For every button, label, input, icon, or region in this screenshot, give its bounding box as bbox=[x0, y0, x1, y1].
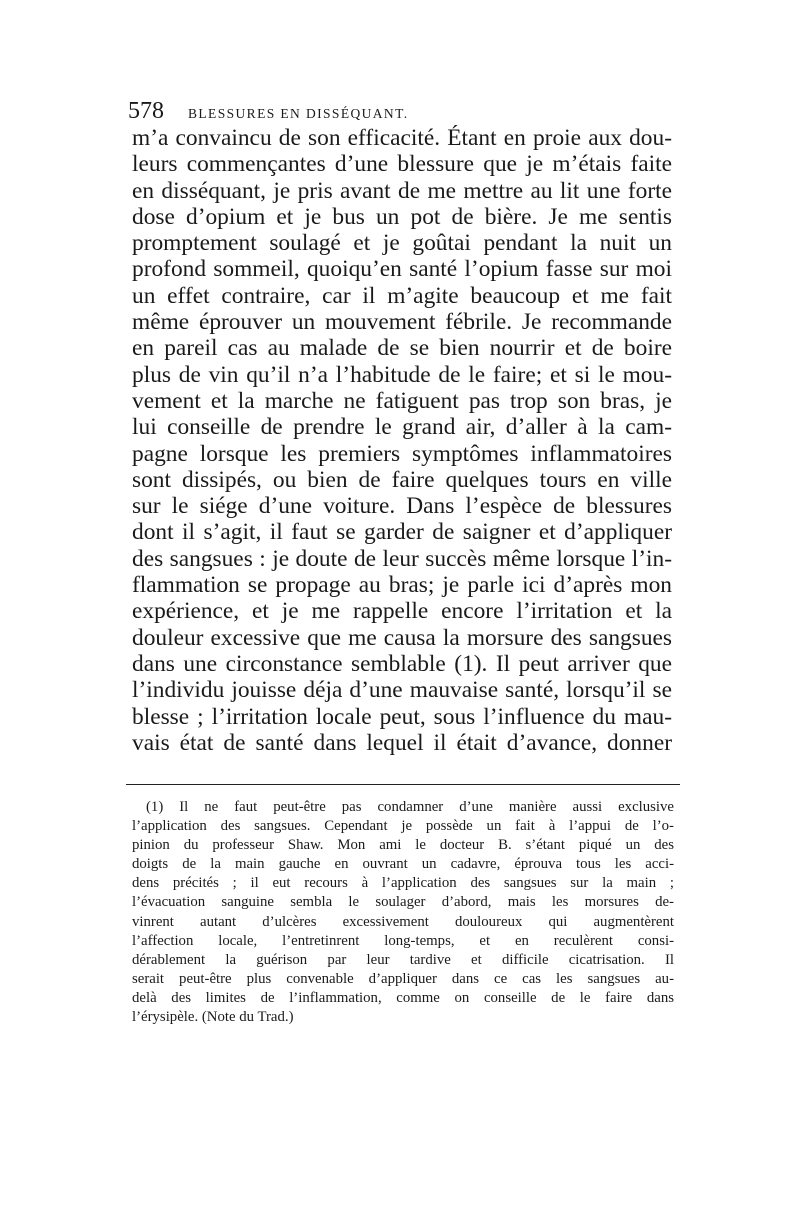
footnote-line: serait peut-être plus convenable d’appliquer dans ce cas les sangsues au- bbox=[132, 970, 674, 987]
text-line: dans une circonstance semblable (1). Il peut arriver que bbox=[132, 650, 672, 677]
footnote-divider bbox=[126, 784, 680, 785]
running-title: BLESSURES EN DISSÉQUANT. bbox=[188, 106, 409, 121]
footnote-line: l’application des sangsues. Cependant je possède un fait à l’appui de l’o- bbox=[132, 818, 674, 835]
footnote-line: l’affection locale, l’entretinrent long-temps, et en reculèrent consi- bbox=[132, 932, 674, 949]
text-line: flammation se propage au bras; je parle ici d’après mon bbox=[132, 572, 672, 599]
text-line: lui conseille de prendre le grand air, d’aller à la cam- bbox=[132, 414, 672, 441]
footnote-line: dens précités ; il eut recours à l’application des sangsues sur la main ; bbox=[132, 875, 674, 892]
text-line: expérience, et je me rappelle encore l’irritation et la bbox=[132, 598, 672, 625]
footnote-line: pinion du professeur Shaw. Mon ami le docteur B. s’étant piqué un des bbox=[132, 837, 674, 854]
text-line: des sangsues : je doute de leur succès même lorsque l’in- bbox=[132, 545, 672, 572]
text-line: plus de vin qu’il n’a l’habitude de le faire; et si le mou- bbox=[132, 361, 672, 388]
text-line: un effet contraire, car il m’agite beaucoup et me fait bbox=[132, 282, 672, 309]
footnote-line: l’érysipèle. (Note du Trad.) bbox=[132, 1009, 294, 1026]
text-line: sur le siége d’une voiture. Dans l’espèce de blessures bbox=[132, 493, 672, 520]
footnote-line: l’évacuation sanguine sembla le soulager d’abord, mais les morsures de- bbox=[132, 894, 674, 911]
text-line: leurs commençantes d’une blessure que je m’étais faite bbox=[132, 151, 672, 178]
text-line: m’a convaincu de son efficacité. Étant en proie aux dou- bbox=[132, 125, 672, 151]
text-line: blesse ; l’irritation locale peut, sous l’influence du mau- bbox=[132, 703, 672, 730]
text-line: l’individu jouisse déja d’une mauvaise santé, lorsqu’il se bbox=[132, 677, 672, 704]
text-line: dont il s’agit, il faut se garder de saigner et d’appliquer bbox=[132, 519, 672, 546]
footnote bbox=[132, 798, 674, 1027]
text-line: profond sommeil, quoiqu’en santé l’opium fasse sur moi bbox=[132, 256, 672, 283]
text-line: dose d’opium et je bus un pot de bière. Je me sentis bbox=[132, 203, 672, 230]
text-line: vement et la marche ne fatiguent pas trop son bras, je bbox=[132, 387, 672, 414]
footnote-line: dérablement la guérison par leur tardive et difficile cicatrisation. Il bbox=[132, 951, 674, 968]
text-line: douleur excessive que me causa la morsure des sangsues bbox=[132, 624, 672, 651]
text-line: en pareil cas au malade de se bien nourrir et de boire bbox=[132, 335, 672, 362]
footnote-line: vinrent autant d’ulcères excessivement douloureux qui augmentèrent bbox=[132, 913, 674, 930]
footnote-line: (1) Il ne faut peut-être pas condamner d’une manière aussi exclusive bbox=[146, 799, 674, 815]
text-line: sont dissipés, ou bien de faire quelques tours en ville bbox=[132, 466, 672, 493]
footnote-line: doigts de la main gauche en ouvrant un cadavre, éprouva tous les acci- bbox=[132, 856, 674, 873]
text-line: pagne lorsque les premiers symptômes inflammatoires bbox=[132, 440, 672, 467]
page-header bbox=[128, 98, 676, 125]
page-number: 578 bbox=[128, 98, 164, 124]
footnote-line: delà des limites de l’inflammation, comme on conseille de le faire dans bbox=[132, 989, 674, 1006]
main-text bbox=[132, 125, 672, 756]
text-line: promptement soulagé et je goûtai pendant la nuit un bbox=[132, 230, 672, 257]
text-line: même éprouver un mouvement fébrile. Je recommande bbox=[132, 309, 672, 336]
text-line: vais état de santé dans lequel il était d’avance, donner bbox=[132, 729, 672, 756]
text-line: en disséquant, je pris avant de me mettre au lit une forte bbox=[132, 177, 672, 204]
